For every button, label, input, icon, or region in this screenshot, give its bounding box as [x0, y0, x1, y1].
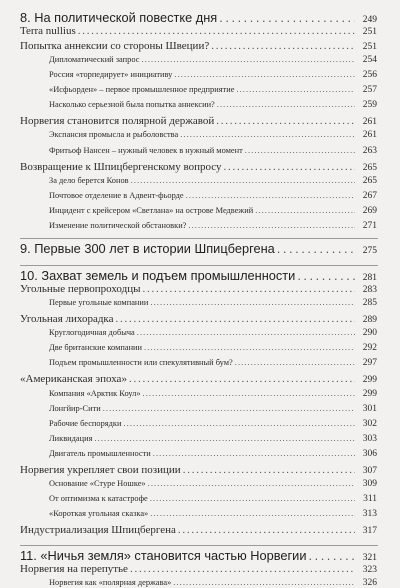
dot-leader: [123, 419, 355, 428]
toc-entry-title: Дипломатический запрос: [49, 55, 140, 64]
toc-subsection: [49, 358, 377, 368]
toc-page-number: 251: [362, 42, 377, 52]
toc-entry-title: «Американская эпоха»: [20, 373, 127, 385]
toc-page-number: 292: [362, 343, 377, 353]
toc-page-number: 299: [362, 375, 377, 385]
toc-subsection: [49, 419, 377, 429]
toc-entry-title: Terra nullius: [20, 25, 76, 37]
toc-page-number: 306: [362, 449, 377, 459]
dot-leader: [137, 328, 355, 337]
toc-entry-title: За дело берется Конов: [49, 176, 129, 185]
toc-entry-title: Инцидент с крейсером «Светлана» на острове Медвежий: [49, 206, 254, 215]
toc-entry-title: Норвегия как «полярная держава»: [49, 578, 172, 587]
toc-subsection: [49, 70, 377, 80]
toc-page-number: 257: [362, 85, 377, 95]
dot-leader: [178, 524, 355, 536]
toc-section: [20, 373, 377, 385]
toc-section: [20, 115, 377, 127]
toc-page-number: 263: [362, 146, 377, 156]
dot-leader: [141, 55, 355, 64]
toc-entry-title: Двигатель промышленности: [49, 449, 151, 458]
dot-leader: [142, 283, 355, 295]
dot-leader: [216, 115, 355, 127]
chapter-divider: [20, 238, 378, 239]
toc-subsection: [49, 328, 377, 338]
toc-subsection: [49, 578, 377, 588]
toc-entry-title: Почтовое отделение в Адвент-фьорде: [49, 191, 184, 200]
toc-entry-title: Насколько серьезной была попытка аннексии?: [49, 100, 215, 109]
toc-chapter: [20, 548, 377, 563]
toc-entry-title: Круглогодичная добыча: [49, 328, 135, 337]
toc-chapter: [20, 268, 377, 283]
toc-subsection: [49, 494, 377, 504]
toc-page-number: 326: [362, 578, 377, 588]
toc-entry-title: Подъем промышленности или спекулятивный бум?: [49, 358, 233, 367]
toc-section: [20, 464, 377, 476]
toc-section: [20, 25, 377, 37]
dot-leader: [131, 176, 355, 185]
toc-entry-title: Попытка аннексии со стороны Швеции?: [20, 40, 210, 52]
toc-entry-title: Основание «Стуре Ношке»: [49, 479, 146, 488]
toc-page-number: 254: [362, 55, 377, 65]
toc-page-number: 297: [362, 358, 377, 368]
toc-subsection: [49, 100, 377, 110]
toc-entry-title: Россия «торпедирует» инициативу: [49, 70, 173, 79]
toc-page-number: 323: [362, 565, 377, 575]
dot-leader: [144, 343, 355, 352]
dot-leader: [186, 191, 355, 200]
toc-entry-title: Угольные первопроходцы: [20, 283, 141, 295]
toc-page-number: 251: [362, 27, 377, 37]
toc-page-number: 275: [362, 246, 377, 256]
toc-entry-title: «Короткая угольная сказка»: [49, 509, 149, 518]
toc-entry-title: Рабочие беспорядки: [49, 419, 122, 428]
dot-leader: [78, 25, 355, 37]
dot-leader: [183, 464, 355, 476]
toc-subsection: [49, 389, 377, 399]
toc-subsection: [49, 206, 377, 216]
toc-entry-title: Фритьоф Нансен – нужный человек в нужный момент: [49, 146, 243, 155]
chapter-divider: [20, 265, 378, 266]
toc-entry-title: От оптимизма к катастрофе: [49, 494, 148, 503]
dot-leader: [153, 449, 355, 458]
toc-entry-title: 10. Захват земель и подъем промышленности: [20, 268, 296, 283]
toc-page-number: 261: [362, 117, 377, 127]
toc-page-number: 259: [362, 100, 377, 110]
dot-leader: [103, 404, 355, 413]
dot-leader: [150, 298, 355, 307]
toc-entry-title: «Исфьорден» – первое промышленное предприятие: [49, 85, 235, 94]
toc-subsection: [49, 191, 377, 201]
dot-leader: [116, 313, 356, 325]
dot-leader: [129, 373, 355, 385]
toc-section: [20, 161, 377, 173]
toc-page-number: 289: [362, 315, 377, 325]
toc-subsection: [49, 509, 377, 519]
toc-page-number: 290: [362, 328, 377, 338]
dot-leader: [235, 358, 355, 367]
toc-section: [20, 524, 377, 536]
toc-chapter: [20, 10, 377, 25]
toc-subsection: [49, 85, 377, 95]
toc-entry-title: Компания «Арктик Коул»: [49, 389, 141, 398]
toc-entry-title: Лонгйир-Сити: [49, 404, 101, 413]
toc-section: [20, 563, 377, 575]
toc-subsection: [49, 146, 377, 156]
toc-entry-title: Экспансия промысла и рыболовства: [49, 130, 179, 139]
dot-leader: [217, 100, 355, 109]
dot-leader: [148, 479, 355, 488]
dot-leader: [245, 146, 355, 155]
toc-page-number: 303: [362, 434, 377, 444]
toc-page-number: 256: [362, 70, 377, 80]
toc-page-number: 267: [362, 191, 377, 201]
toc-entry-title: 8. На политической повестке дня: [20, 10, 218, 25]
dot-leader: [150, 509, 355, 518]
toc-subsection: [49, 221, 377, 231]
toc-page-number: 265: [362, 163, 377, 173]
dot-leader: [130, 563, 355, 575]
toc-entry-title: Две британские компании: [49, 343, 143, 352]
toc-page-number: 261: [362, 130, 377, 140]
toc-section: [20, 40, 377, 52]
dot-leader: [308, 548, 355, 563]
dot-leader: [297, 268, 355, 283]
dot-leader: [173, 578, 355, 587]
toc-section: [20, 313, 377, 325]
toc-subsection: [49, 449, 377, 459]
dot-leader: [150, 494, 355, 503]
dot-leader: [143, 389, 355, 398]
toc-entry-title: Индустриализация Шпицбергена: [20, 524, 176, 536]
toc-entry-title: Возвращение к Шпицбергенскому вопросу: [20, 161, 222, 173]
toc-page-number: 265: [362, 176, 377, 186]
toc-entry-title: Норвегия укрепляет свои позиции: [20, 464, 181, 476]
toc-page-number: 271: [362, 221, 377, 231]
toc-subsection: [49, 298, 377, 308]
toc-entry-title: 9. Первые 300 лет в истории Шпицбергена: [20, 241, 275, 256]
toc-page-number: 301: [362, 404, 377, 414]
dot-leader: [277, 241, 355, 256]
dot-leader: [94, 434, 355, 443]
toc-subsection: [49, 55, 377, 65]
toc-section: [20, 283, 377, 295]
toc-page-number: 269: [362, 206, 377, 216]
dot-leader: [211, 40, 355, 52]
toc-entry-title: Норвегия становится полярной державой: [20, 115, 215, 127]
toc-page-number: 317: [362, 526, 377, 536]
toc-page-number: 307: [362, 466, 377, 476]
dot-leader: [255, 206, 355, 215]
toc-entry-title: Ликвидация: [49, 434, 93, 443]
toc-page-number: 249: [362, 15, 377, 25]
toc-subsection: [49, 343, 377, 353]
dot-leader: [219, 10, 355, 25]
toc-subsection: [49, 479, 377, 489]
toc-page-number: 285: [362, 298, 377, 308]
dot-leader: [224, 161, 355, 173]
toc-subsection: [49, 404, 377, 414]
toc-page-number: 321: [362, 553, 377, 563]
toc-subsection: [49, 176, 377, 186]
toc-page-number: 311: [363, 494, 377, 504]
dot-leader: [174, 70, 355, 79]
toc-entry-title: Изменение политической обстановки?: [49, 221, 187, 230]
toc-page-number: 313: [362, 509, 377, 519]
toc-entry-title: Первые угольные компании: [49, 298, 149, 307]
toc-page-number: 299: [362, 389, 377, 399]
dot-leader: [236, 85, 355, 94]
toc-page-number: 302: [362, 419, 377, 429]
dot-leader: [180, 130, 355, 139]
toc-chapter: [20, 241, 377, 256]
toc-entry-title: Угольная лихорадка: [20, 313, 114, 325]
toc-subsection: [49, 130, 377, 140]
toc-page-number: 283: [362, 285, 377, 295]
toc-page-number: 281: [362, 273, 377, 283]
chapter-divider: [20, 545, 378, 546]
dot-leader: [188, 221, 355, 230]
toc-entry-title: Норвегия на перепутье: [20, 563, 128, 575]
toc-subsection: [49, 434, 377, 444]
toc-page-number: 309: [362, 479, 377, 489]
toc-entry-title: 11. «Ничья земля» становится частью Норвегии: [20, 548, 307, 563]
